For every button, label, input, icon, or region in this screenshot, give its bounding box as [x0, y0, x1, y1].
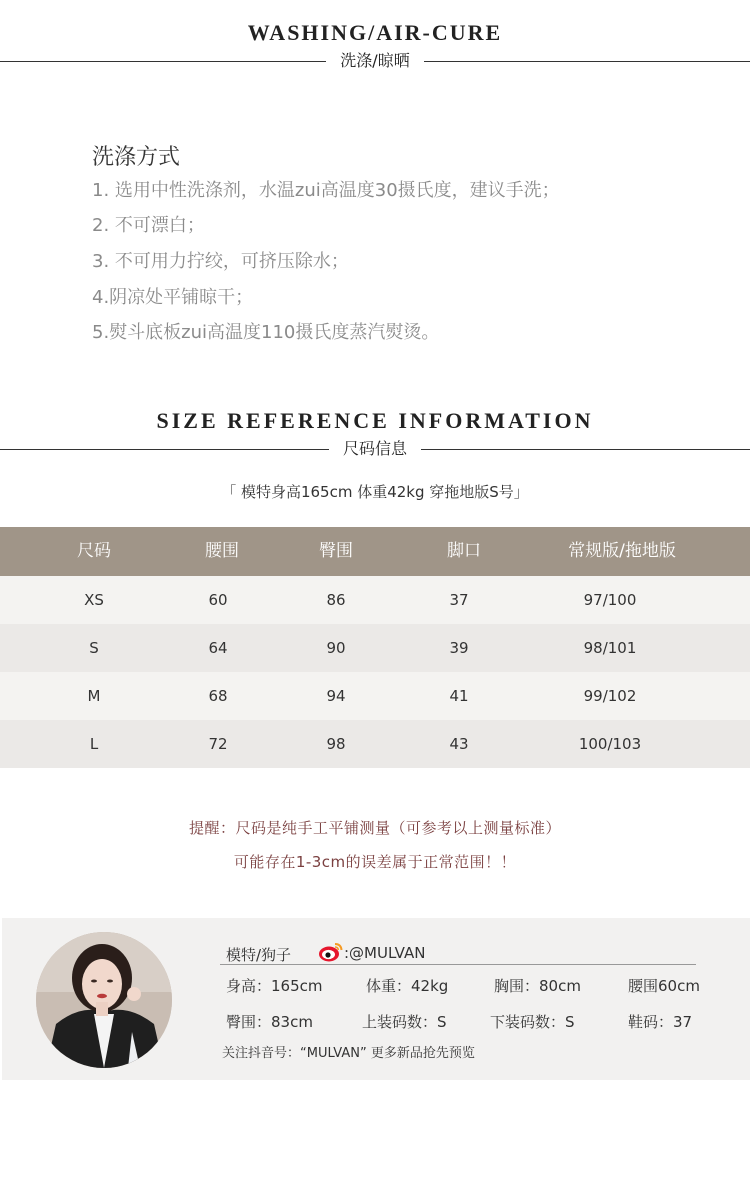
avatar: [36, 932, 172, 1068]
cell-hip: 86: [326, 591, 346, 609]
cell-size: L: [89, 735, 99, 753]
wash-section-title: WASHING/AIR-CURE: [247, 20, 503, 45]
cell-hem: 43: [449, 735, 469, 753]
size-section-subtitle: 尺码信息: [329, 439, 421, 458]
table-row: [0, 576, 750, 624]
follow-note: 关注抖音号：“MULVAN” 更多新品抢先预览: [222, 1046, 475, 1061]
size-section-title: SIZE REFERENCE INFORMATION: [156, 408, 594, 433]
divider: [220, 964, 696, 965]
wash-method-heading: 洗涤方式: [92, 145, 181, 170]
table-row: [0, 624, 750, 672]
size-section-rule: [0, 439, 750, 459]
cell-hip: 98: [326, 735, 346, 753]
header-hem: 脚口: [447, 541, 481, 561]
model-name: 模特/狗子: [226, 946, 292, 964]
wash-item: 3. 不可用力拧绞，可挤压除水；: [92, 251, 349, 272]
header-waist: 腰围: [205, 541, 239, 561]
cell-hem: 37: [449, 591, 469, 609]
size-table: [0, 527, 750, 768]
cell-size: XS: [84, 591, 104, 609]
model-shoe-size: 鞋码：37: [628, 1013, 693, 1031]
model-height: 身高：165cm: [226, 977, 323, 995]
cell-length: 97/100: [583, 591, 637, 609]
weibo-icon: [318, 941, 344, 963]
reminder-line-1: 提醒：尺码是纯手工平铺测量（可参考以上测量标准）: [188, 819, 561, 837]
cell-size: M: [87, 687, 101, 705]
header-size: 尺码: [77, 541, 111, 561]
cell-waist: 68: [208, 687, 228, 705]
cell-length: 100/103: [578, 735, 642, 753]
reminder-line-2: 可能存在1-3cm的误差属于正常范围！！: [233, 853, 517, 871]
cell-size: S: [89, 639, 99, 657]
wash-item: 5.熨斗底板zui高温度110摄氏度蒸汽熨烫。: [92, 322, 440, 343]
cell-hip: 94: [326, 687, 346, 705]
header-length: 常规版/拖地版: [568, 541, 676, 561]
model-note: 「 模特身高165cm 体重42kg 穿拖地版S号」: [221, 483, 529, 501]
table-row: [0, 720, 750, 768]
table-row: [0, 672, 750, 720]
cell-waist: 72: [208, 735, 228, 753]
cell-length: 98/101: [583, 639, 637, 657]
cell-hem: 41: [449, 687, 469, 705]
header-hip: 臀围: [319, 541, 353, 561]
model-bust: 胸围：80cm: [494, 977, 581, 995]
model-weight: 体重：42kg: [366, 977, 449, 995]
wash-section-rule: [0, 51, 750, 71]
model-bottom-size: 下装码数：S: [490, 1013, 575, 1031]
model-top-size: 上装码数：S: [362, 1013, 447, 1031]
wash-item: 2. 不可漂白；: [92, 215, 205, 236]
model-photo: [36, 932, 172, 1068]
cell-hem: 39: [449, 639, 469, 657]
wash-section-subtitle: 洗涤/晾晒: [326, 51, 423, 70]
table-header-row: [0, 527, 750, 576]
cell-hip: 90: [326, 639, 346, 657]
model-waist: 腰围60cm: [628, 977, 700, 995]
wash-item: 4.阴凉处平铺晾干；: [92, 287, 254, 308]
wash-item: 1. 选用中性洗涤剂，水温zui高温度30摄氏度，建议手洗；: [92, 180, 560, 201]
weibo-handle: :@MULVAN: [344, 944, 426, 962]
cell-waist: 64: [208, 639, 228, 657]
cell-length: 99/102: [583, 687, 637, 705]
model-hip: 臀围：83cm: [226, 1013, 313, 1031]
cell-waist: 60: [208, 591, 228, 609]
